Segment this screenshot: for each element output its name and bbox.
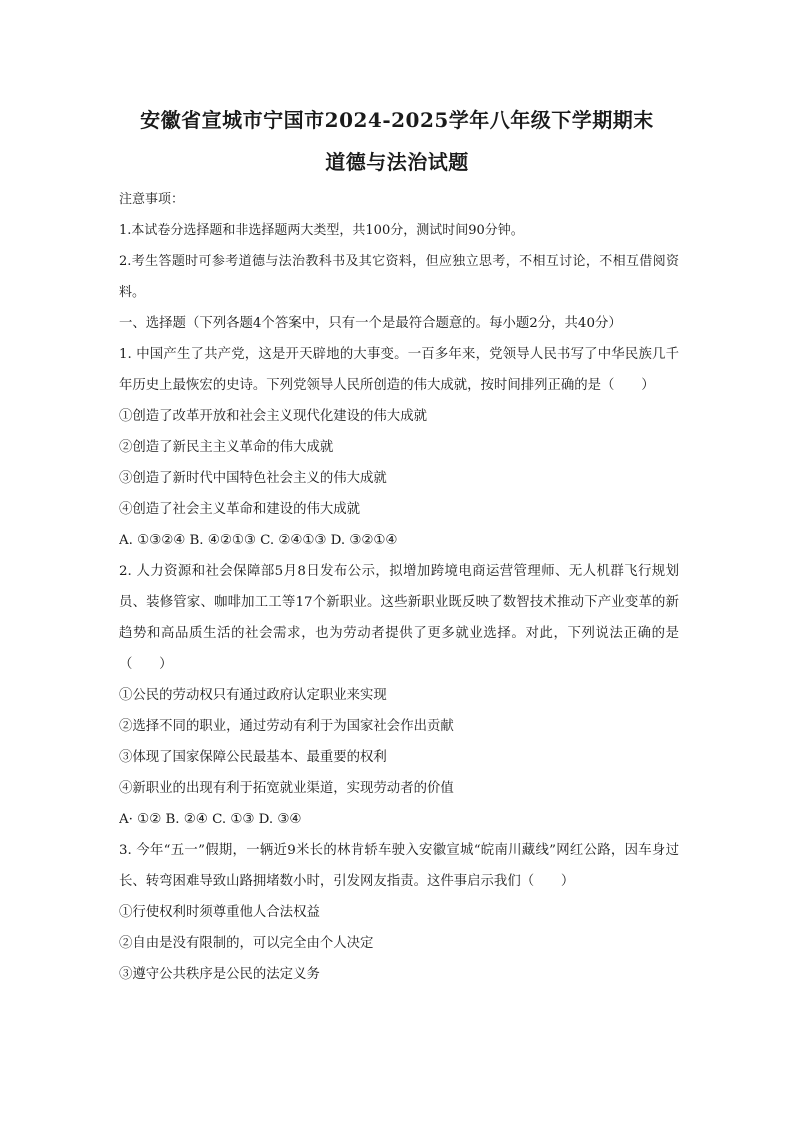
question-2 [119,556,679,835]
question-1-item-2: ②创造了新民主主义革命的伟大成就 [119,440,334,455]
question-1-item-1: ①创造了改革开放和社会主义现代化建设的伟大成就 [119,409,427,424]
notice-heading: 注意事项： [119,192,185,207]
exam-body [119,184,679,990]
question-1-stem: 1. 中国产生了共产党，这是开天辟地的大事变。一百多年来，党领导人民书写了中华民族几千年历史上最恢宏的史诗。下列党领导人民所创造的伟大成就，按时间排列正确的是（ ） [119,347,679,393]
question-3 [119,835,679,990]
exam-title-line2: 道德与法治试题 [325,150,469,174]
question-1 [119,339,679,556]
notice-item-2: 2.考生答题时可参考道德与法治教科书及其它资料，但应独立思考，不相互讨论，不相互借阅资料。 [119,254,679,300]
question-2-stem: 2. 人力资源和社会保障部5月8日发布公示，拟增加跨境电商运营管理师、无人机群飞行规划员、装修管家、咖啡加工工等17个新职业。这些新职业既反映了数智技术推动下产业变革的新趋势和高品质生活的社会需求，也为劳动者提供了更多就业选择。对此，下列说法正确的是（ ） [119,564,679,672]
question-1-item-4: ④创造了社会主义革命和建设的伟大成就 [119,502,361,517]
question-3-item-2: ②自由是没有限制的，可以完全由个人决定 [119,936,374,951]
section-heading: 一、选择题（下列各题4个答案中，只有一个是最符合题意的。每小题2分，共40分） [119,316,622,331]
question-1-item-3: ③创造了新时代中国特色社会主义的伟大成就 [119,471,387,486]
question-3-stem: 3. 今年“五一”假期，一辆近9米长的林肯轿车驶入安徽宣城“皖南川藏线”网红公路，因车身过长、转弯困难导致山路拥堵数小时，引发网友指责。这件事启示我们（ ） [119,843,679,889]
question-2-item-1: ①公民的劳动权只有通过政府认定职业来实现 [119,688,387,703]
question-2-item-2: ②选择不同的职业，通过劳动有利于为国家社会作出贡献 [119,719,454,734]
question-3-item-1: ①行使权利时须尊重他人合法权益 [119,905,320,920]
question-1-options: A. ①③②④ B. ④②①③ C. ②④①③ D. ③②①④ [119,533,398,548]
question-2-item-3: ③体现了国家保障公民最基本、最重要的权利 [119,750,387,765]
exam-title-line1: 安徽省宣城市宁国市2024-2025学年八年级下学期期末 [140,108,654,132]
notice-item-1: 1.本试卷分选择题和非选择题两大类型，共100分，测试时间90分钟。 [119,223,524,238]
question-2-item-4: ④新职业的出现有利于拓宽就业渠道，实现劳动者的价值 [119,781,454,796]
question-3-item-3: ③遵守公共秩序是公民的法定义务 [119,967,320,982]
question-2-options: A· ①② B. ②④ C. ①③ D. ③④ [119,812,302,827]
